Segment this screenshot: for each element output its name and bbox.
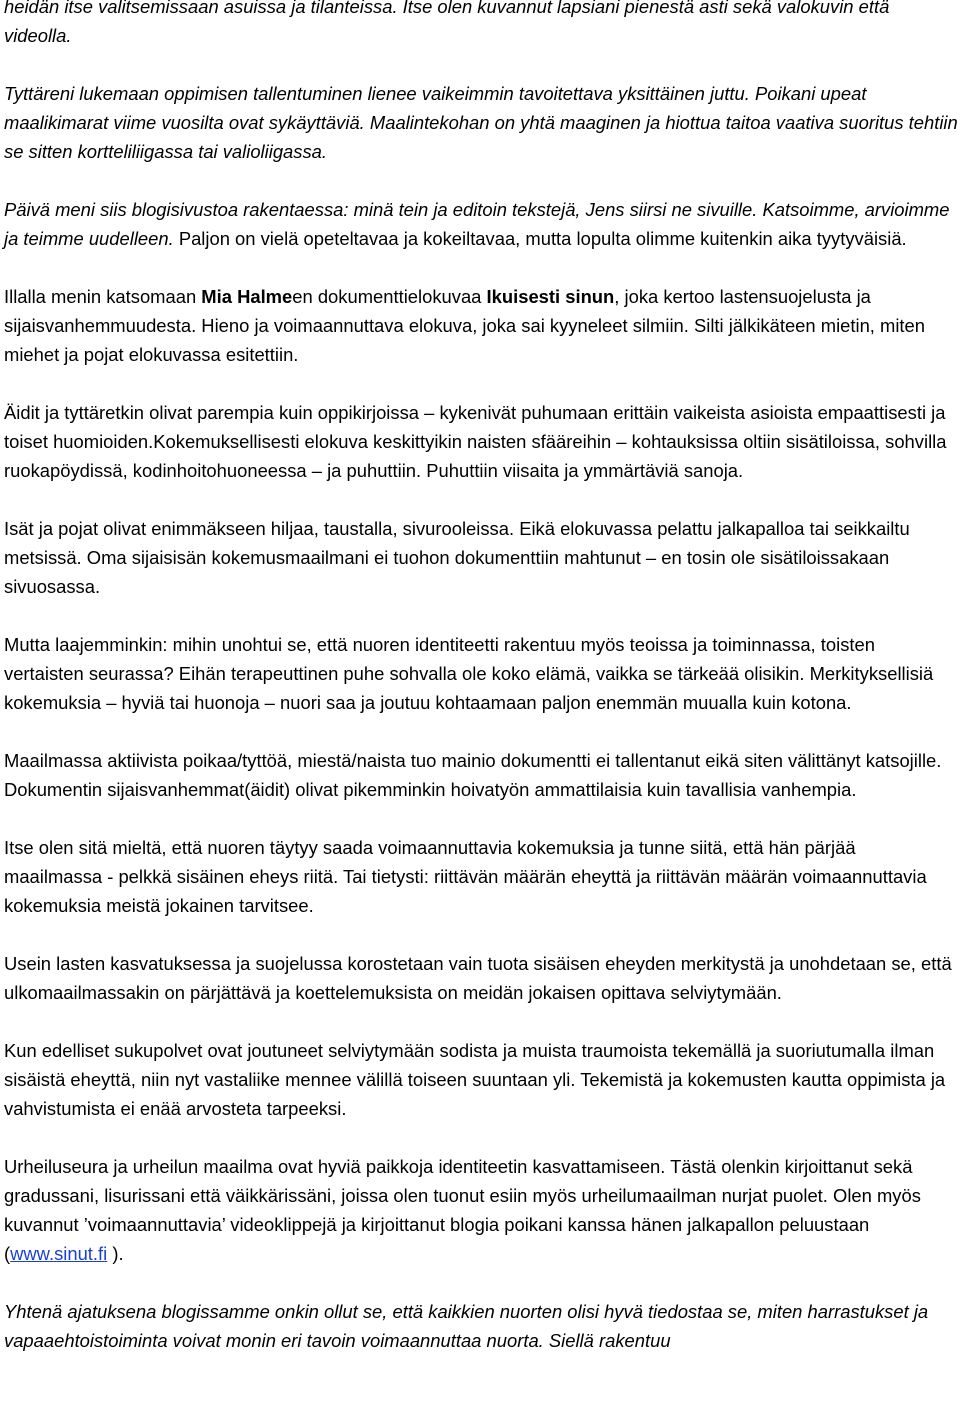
film-title: Ikuisesti sinun bbox=[486, 286, 615, 307]
paragraph-4-text-end: , joka kertoo lastensuojelusta ja sijaisvanhemmuudesta. Hieno ja voimaannuttava elokuva, joka sai kyyneleet silmiin. Silti jälkikäteen mietin, miten miehet ja pojat elokuvassa esitettiin. bbox=[4, 286, 925, 365]
paragraph-9-text: Itse olen sitä mieltä, että nuoren täytyy saada voimaannuttavia kokemuksia ja tunne siitä, että hän pärjää maailmassa - pelkkä sisäinen eheys riitä. Tai tietysti: riittävän määrän eheyttä ja riittävän määrän voimaannuttavia kokemuksia meistä jokainen tarvitsee. bbox=[4, 837, 927, 916]
paragraph-5-text: Äidit ja tyttäretkin olivat parempia kuin oppikirjoissa – kykenivät puhumaan erittäin vaikeista asioista empaattisesti ja toiset huomioiden.Kokemuksellisesti elokuva keskittyikin naisten sfääreihin – kohtauksissa oltiin sisätiloissa, sohvilla ruokapöydissä, kodinhoitohuoneessa – ja puhuttiin. Puhuttiin viisaita ja ymmärtäviä sanoja. bbox=[4, 402, 947, 481]
paragraph-5 bbox=[4, 398, 958, 485]
paragraph-11-text: Kun edelliset sukupolvet ovat joutuneet selviytymään sodista ja muista traumoista tekemällä ja suoriutumalla ilman sisäistä eheyttä, niin nyt vastaliike mennee välillä toiseen suuntaan yli. Tekemistä ja kokemusten kautta oppimista ja vahvistumista ei enää arvosteta tarpeeksi. bbox=[4, 1040, 946, 1119]
document-page bbox=[4, 0, 958, 1384]
paragraph-6-text: Isät ja pojat olivat enimmäkseen hiljaa, taustalla, sivurooleissa. Eikä elokuvassa pelattu jalkapalloa tai seikkailtu metsissä. Oma sijaisisän kokemusmaailmani ei tuohon dokumenttiin mahtunut – en tosin ole sisätiloissakaan sivuosassa. bbox=[4, 518, 910, 597]
paragraph-3 bbox=[4, 195, 958, 253]
paragraph-13-text: Yhtenä ajatuksena blogissamme onkin ollut se, että kaikkien nuorten olisi hyvä tiedostaa se, miten harrastukset ja vapaaehtoistoiminta voivat monin eri tavoin voimaannuttaa nuorta. Siellä rakentuu bbox=[4, 1301, 929, 1351]
paragraph-4 bbox=[4, 282, 958, 369]
paragraph-10-text: Usein lasten kasvatuksessa ja suojelussa korostetaan vain tuota sisäisen eheyden merkitystä ja unohdetaan se, että ulkomaailmassakin on pärjättävä ja koettelemuksista on meidän jokaisen opittava selviytymään. bbox=[4, 953, 952, 1003]
paragraph-7-text: Mutta laajemminkin: mihin unohtui se, että nuoren identiteetti rakentuu myös teoissa ja toiminnassa, toisten vertaisten seurassa? Eihän terapeuttinen puhe sohvalla ole koko elämä, vaikka se tärkeää olisikin. Merkityksellisiä kokemuksia – hyviä tai huonoja – nuori saa ja joutuu kohtaamaan paljon enemmän muualla kuin kotona. bbox=[4, 634, 934, 713]
paragraph-8 bbox=[4, 746, 958, 804]
paragraph-12-text: Urheiluseura ja urheilun maailma ovat hyviä paikkoja identiteetin kasvattamiseen. Tästä olenkin kirjoittanut sekä gradussani, lisurissani että väikkärissäni, joissa olen tuonut esiin myös urheilumaailman nurjat puolet. Olen myös kuvannut ’voimaannuttavia’ videoklippejä ja kirjoittanut blogia poikani kanssa hänen jalkapallon peluustaan ( bbox=[4, 1156, 921, 1264]
paragraph-12-text-end: ). bbox=[107, 1243, 124, 1264]
website-link[interactable]: www.sinut.fi bbox=[10, 1243, 108, 1264]
paragraph-13 bbox=[4, 1297, 958, 1355]
paragraph-9 bbox=[4, 833, 958, 920]
paragraph-2-text: Tyttäreni lukemaan oppimisen tallentuminen lienee vaikeimmin tavoitettava yksittäinen juttu. Poikani upeat maalikimarat viime vuosilta ovat sykäyttäviä. Maalintekohan on yhtä maaginen ja hiottua taitoa vaativa suoritus tehtiin se sitten kortteliliigassa tai valioliigassa. bbox=[4, 83, 958, 162]
director-name: Mia Halme bbox=[201, 286, 293, 307]
paragraph-4-text-mid: en dokumenttielokuvaa bbox=[292, 286, 487, 307]
paragraph-3-text-italic: Päivä meni siis blogisivustoa rakentaessa: minä tein ja editoin tekstejä, Jens siirsi ne sivuille. Katsoimme, arvioimme ja teimme uudelleen. bbox=[4, 199, 950, 249]
paragraph-1-text: heidän itse valitsemissaan asuissa ja tilanteissa. Itse olen kuvannut lapsiani pienestä asti sekä valokuvin että videolla. bbox=[4, 0, 890, 46]
paragraph-11 bbox=[4, 1036, 958, 1123]
paragraph-7 bbox=[4, 630, 958, 717]
paragraph-4-text-start: Illalla menin katsomaan bbox=[4, 286, 202, 307]
paragraph-10 bbox=[4, 949, 958, 1007]
paragraph-8-text: Maailmassa aktiivista poikaa/tyttöä, miestä/naista tuo mainio dokumentti ei tallentanut eikä siten välittänyt katsojille. Dokumentin sijaisvanhemmat(äidit) olivat pikemminkin hoivatyön ammattilaisia kuin tavallisia vanhempia. bbox=[4, 750, 942, 800]
paragraph-2 bbox=[4, 79, 958, 166]
paragraph-1 bbox=[4, 0, 958, 50]
paragraph-12 bbox=[4, 1152, 958, 1268]
paragraph-6 bbox=[4, 514, 958, 601]
paragraph-3-text: Paljon on vielä opeteltavaa ja kokeiltavaa, mutta lopulta olimme kuitenkin aika tyytyväisiä. bbox=[173, 228, 907, 249]
